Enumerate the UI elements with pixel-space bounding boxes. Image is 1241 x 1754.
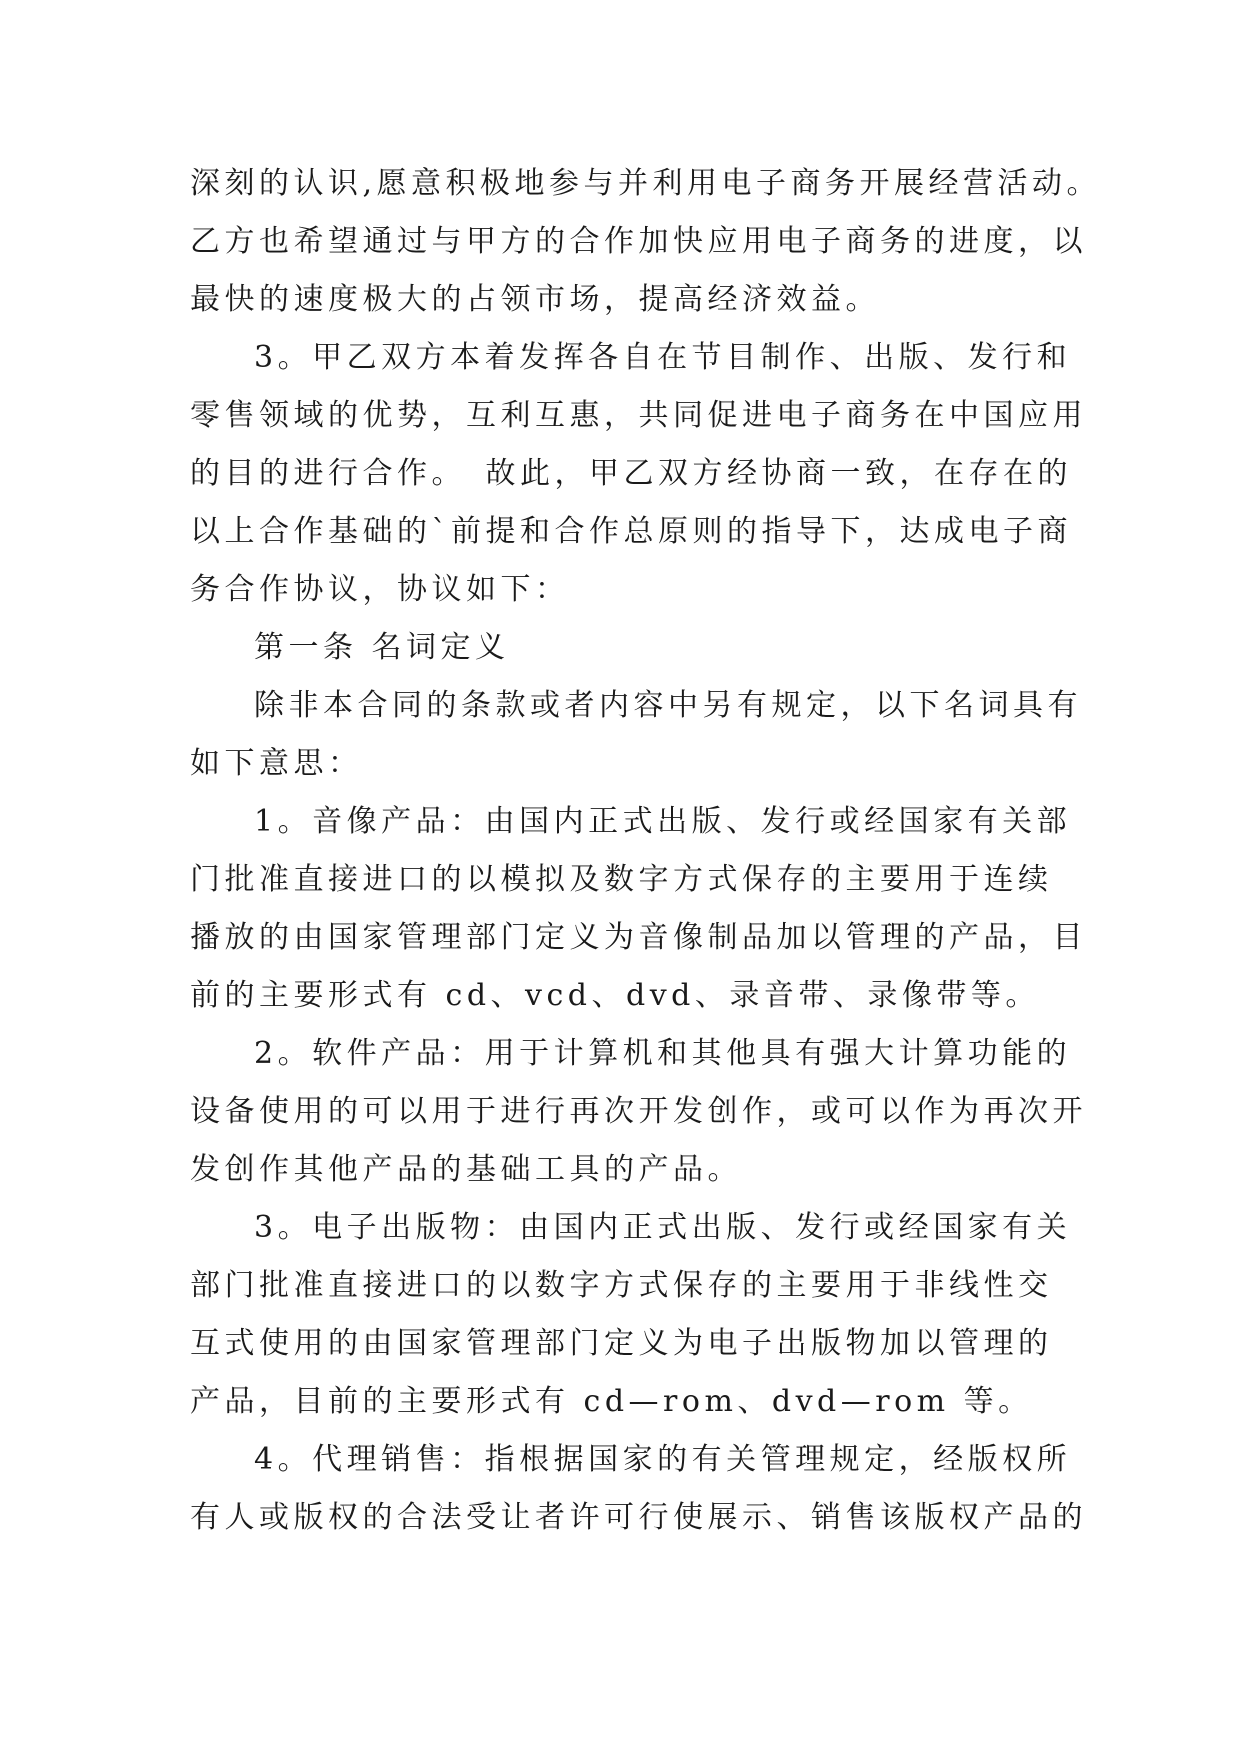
document-body xyxy=(190,155,1102,1547)
definition-item-start: 1。音像产品：由国内正式出版、发行或经国家有关部 xyxy=(254,804,1072,839)
text-line: 零售领域的优势，互利互惠，共同促进电子商务在中国应用 xyxy=(190,398,1087,433)
text-line: 以上合作基础的`前提和合作总原则的指导下，达成电子商 xyxy=(190,514,1072,549)
text-line: 深刻的认识,愿意积极地参与并利用电子商务开展经营活动。 xyxy=(190,166,1102,201)
definition-item-start: 4。代理销售：指根据国家的有关管理规定，经版权所 xyxy=(254,1442,1072,1477)
paragraph-start-line: 3。甲乙双方本着发挥各自在节目制作、出版、发行和 xyxy=(254,340,1072,375)
text-line: 播放的由国家管理部门定义为音像制品加以管理的产品，目 xyxy=(190,920,1087,955)
text-line: 部门批准直接进口的以数字方式保存的主要用于非线性交 xyxy=(190,1268,1053,1303)
text-line: 的目的进行合作。 故此，甲乙双方经协商一致，在存在的 xyxy=(190,456,1072,491)
text-line: 最快的速度极大的占领市场，提高经济效益。 xyxy=(190,282,880,317)
text-line: 务合作协议，协议如下： xyxy=(190,572,570,607)
text-line: 有人或版权的合法受让者许可行使展示、销售该版权产品的 xyxy=(190,1500,1087,1535)
text-line: 门批准直接进口的以模拟及数字方式保存的主要用于连续 xyxy=(190,862,1053,897)
text-line: 如下意思： xyxy=(190,746,363,781)
text-line: 乙方也希望通过与甲方的合作加快应用电子商务的进度，以 xyxy=(190,224,1087,259)
definition-item-start: 2。软件产品：用于计算机和其他具有强大计算功能的 xyxy=(254,1036,1072,1071)
section-heading: 第一条 名词定义 xyxy=(254,630,510,665)
text-line: 发创作其他产品的基础工具的产品。 xyxy=(190,1152,742,1187)
definition-item-start: 3。电子出版物：由国内正式出版、发行或经国家有关 xyxy=(254,1210,1072,1245)
paragraph-start-line: 除非本合同的条款或者内容中另有规定，以下名词具有 xyxy=(254,688,1082,723)
text-line: 前的主要形式有 cd、vcd、dvd、录音带、录像带等。 xyxy=(190,978,1040,1013)
text-line: 设备使用的可以用于进行再次开发创作，或可以作为再次开 xyxy=(190,1094,1087,1129)
text-line: 互式使用的由国家管理部门定义为电子出版物加以管理的 xyxy=(190,1326,1053,1361)
text-line: 产品，目前的主要形式有 cd—rom、dvd—rom 等。 xyxy=(190,1384,1033,1419)
